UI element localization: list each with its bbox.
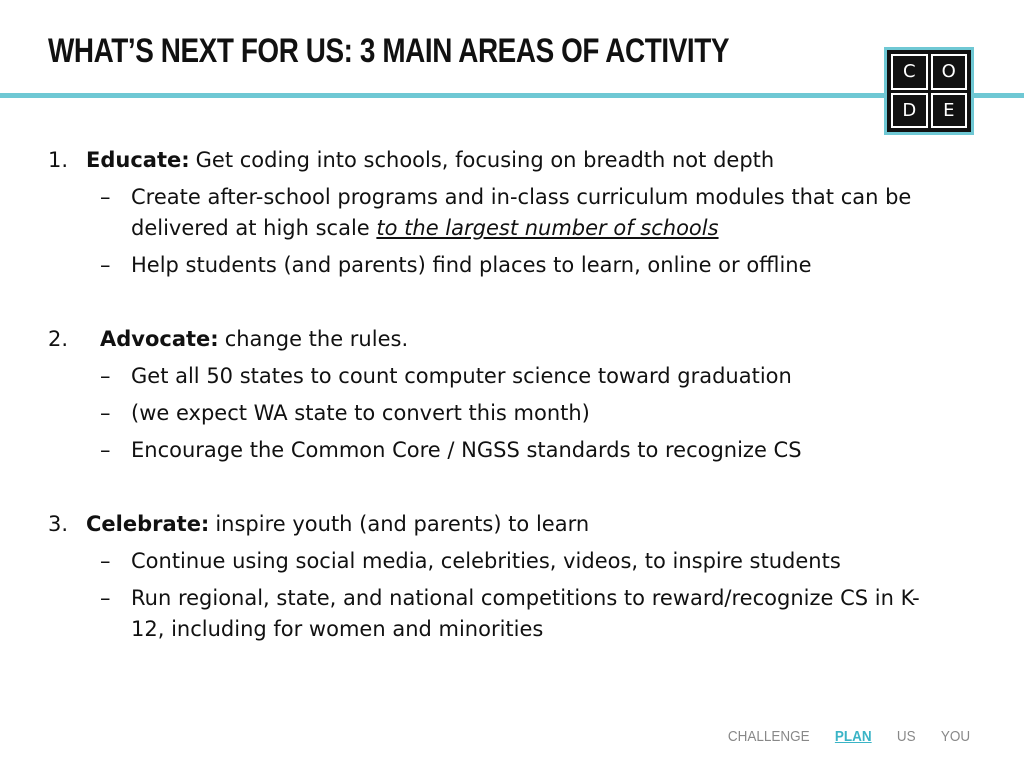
bullet-dash: – <box>100 549 111 573</box>
bullet-text: Encourage the Common Core / NGSS standards to recognize CS <box>131 438 802 462</box>
bullet-dash: – <box>100 401 111 425</box>
bullet-dash: – <box>100 438 111 462</box>
bullet-dash: – <box>100 253 111 277</box>
bullet-dash: – <box>100 185 111 209</box>
bullet-item <box>48 398 948 429</box>
bullet-text: Continue using social media, celebrities, videos, to inspire students <box>131 549 841 573</box>
bullet-emphasis: to the largest number of schools <box>376 216 719 240</box>
bullet-text: Run regional, state, and national competitions to reward/recognize CS in K-12, including for women and minorities <box>131 586 920 641</box>
section-nav <box>728 728 970 745</box>
bullet-dash: – <box>100 586 111 610</box>
nav-plan-link[interactable]: PLAN <box>834 728 872 745</box>
nav-challenge-link[interactable]: CHALLENGE <box>727 728 810 745</box>
section-lead: Celebrate: <box>86 512 210 536</box>
bullet-dash: – <box>100 364 111 388</box>
nav-us-link[interactable]: US <box>896 728 916 745</box>
slide-title: WHAT’S NEXT FOR US: 3 MAIN AREAS OF ACTIVITY <box>48 32 730 70</box>
bullet-item <box>48 583 948 645</box>
bullet-text: Create after-school programs and in-class curriculum modules that can be delivered at high scale <box>131 185 912 240</box>
bullet-item <box>48 361 948 392</box>
logo-letter-c: C <box>891 54 928 90</box>
logo-letter-e: E <box>931 93 968 129</box>
nav-you-link[interactable]: YOU <box>940 728 970 745</box>
section-text: inspire youth (and parents) to learn <box>215 512 590 536</box>
section-celebrate <box>48 509 948 540</box>
bullet-item <box>48 182 948 244</box>
logo-letter-d: D <box>891 93 928 129</box>
slide-body <box>48 145 948 645</box>
section-text: Get coding into schools, focusing on breadth not depth <box>195 148 775 172</box>
bullet-item <box>48 435 948 466</box>
bullet-text: Help students (and parents) find places to learn, online or offline <box>131 253 812 277</box>
section-number: 1. <box>48 148 69 172</box>
bullet-text: (we expect WA state to convert this month) <box>131 401 590 425</box>
bullet-item <box>48 546 948 577</box>
title-divider <box>0 93 1024 98</box>
section-advocate <box>48 324 948 355</box>
section-lead: Advocate: <box>100 327 219 351</box>
bullet-text: Get all 50 states to count computer science toward graduation <box>131 364 792 388</box>
bullet-item <box>48 250 948 281</box>
code-logo-grid <box>887 50 971 132</box>
section-number: 2. <box>48 327 69 351</box>
code-logo <box>884 47 974 135</box>
section-text: change the rules. <box>224 327 409 351</box>
section-educate <box>48 145 948 176</box>
section-number: 3. <box>48 512 69 536</box>
section-lead: Educate: <box>86 148 190 172</box>
logo-letter-o: O <box>931 54 968 90</box>
